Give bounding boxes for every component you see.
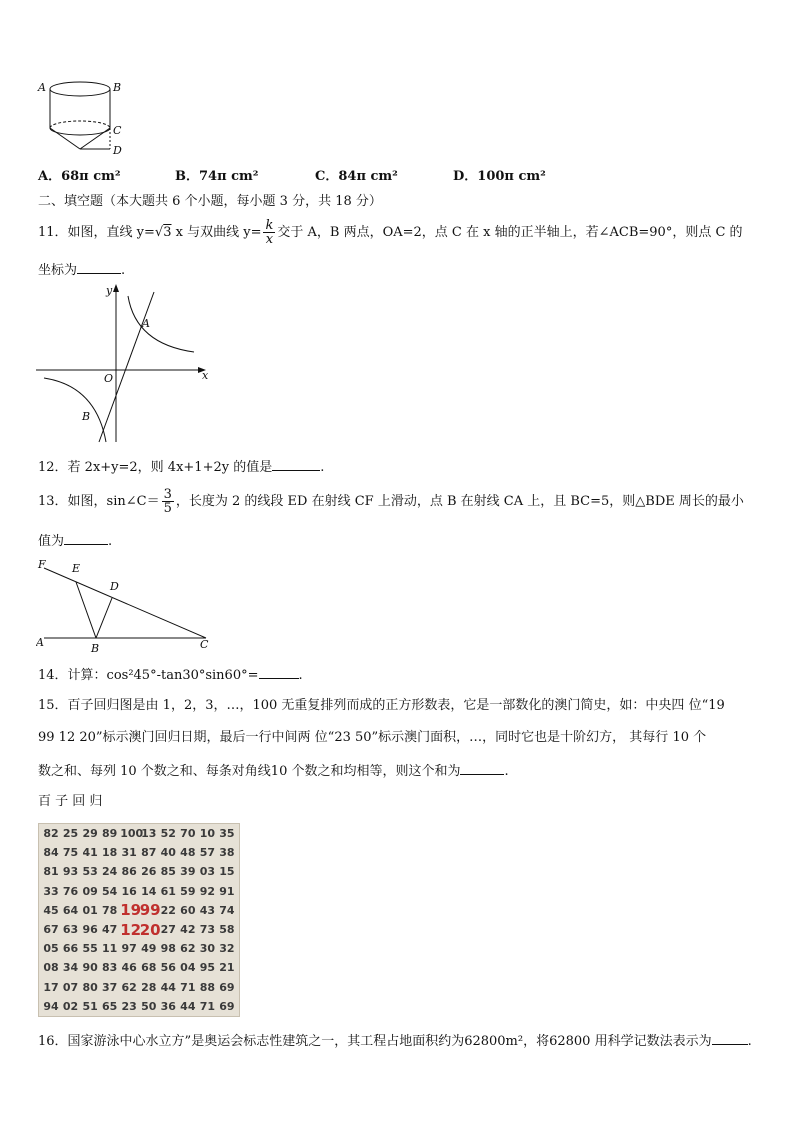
magic-square-cell: 73 — [199, 923, 216, 937]
magic-square-cell: 55 — [82, 942, 98, 956]
magic-square-row — [39, 978, 239, 997]
point-f-label: F — [38, 558, 46, 571]
magic-square-cell: 82 — [43, 827, 59, 841]
point-c-label: C — [200, 638, 209, 651]
magic-square-cell: 66 — [62, 942, 79, 956]
point-b-label: B — [82, 410, 91, 423]
magic-square-caption: 百 子 回 归 — [38, 794, 103, 809]
magic-square-cell: 26 — [141, 865, 157, 879]
magic-square-image — [38, 823, 240, 1017]
magic-square-row — [39, 901, 239, 920]
magic-square-cell: 02 — [62, 999, 79, 1013]
question-13: 13．如图，sin∠C＝ $\frac{3}{5}$ ，长度为 2 的线段 ED 在射线 CF 上滑动，点 B 在射线 CA 上，且 BC=5，则△BDE 周长的最小 — [38, 487, 744, 516]
magic-square-cell: 90 — [82, 961, 98, 975]
point-b-label: B — [113, 81, 122, 94]
question-14: 14．计算：cos²45°-tan30°sin60°= . — [38, 664, 303, 686]
magic-square-cell: 93 — [62, 865, 79, 879]
magic-square-cell: 80 — [82, 980, 98, 994]
magic-square-cell: 92 — [199, 884, 216, 898]
option-d: D．100π cm² — [453, 169, 546, 184]
magic-square-cell: 34 — [62, 961, 79, 975]
magic-square-row — [39, 862, 239, 881]
magic-square-cell: 71 — [180, 980, 196, 994]
magic-square-cell: 65 — [101, 999, 118, 1013]
answer-blank-13 — [64, 530, 108, 545]
question-11: 11．如图，直线 y=√3 x 与双曲线 y= $\frac{k}{x}$ 交于 A，B 两点，OA=2，点 C 在 x 轴的正半轴上，若∠ACB=90°，则点 C 的 — [38, 218, 743, 247]
magic-square-cell: 49 — [141, 942, 157, 956]
magic-square-cell: 75 — [62, 846, 79, 860]
point-d-label: D — [113, 144, 122, 157]
magic-square-cell: 14 — [141, 884, 157, 898]
magic-square-cell: 15 — [219, 865, 235, 879]
magic-square-cell: 05 — [43, 942, 59, 956]
magic-square-cell: 63 — [62, 923, 79, 937]
magic-square-cell: 41 — [82, 846, 98, 860]
magic-square-row — [39, 997, 239, 1016]
magic-square-cell: 39 — [180, 865, 196, 879]
figure-cylinder-cone — [36, 76, 126, 158]
magic-square-cell: 46 — [121, 961, 137, 975]
magic-square-cell: 19 — [120, 901, 142, 920]
option-a: A．68π cm² — [38, 169, 121, 184]
magic-square-cell: 100 — [120, 827, 144, 841]
magic-square-cell: 62 — [121, 980, 137, 994]
magic-square-cell: 17 — [43, 980, 59, 994]
point-c-label: C — [113, 124, 122, 137]
question-15-line1: 15．百子回归图是由 1，2，3，…，100 无重复排列而成的正方形数表，它是一部数化的澳门简史，如：中央四 位“19 — [38, 698, 725, 713]
magic-square-cell: 12 — [120, 920, 142, 939]
option-c: C．84π cm² — [315, 169, 398, 184]
magic-square-cell: 28 — [141, 980, 157, 994]
answer-blank-12 — [272, 456, 320, 471]
point-d-label: D — [110, 580, 119, 593]
fraction-k-over-x: $\frac{k}{x}$ — [265, 218, 274, 247]
magic-square-cell: 58 — [219, 923, 235, 937]
magic-square-cell: 89 — [101, 827, 118, 841]
magic-square-cell: 83 — [101, 961, 118, 975]
magic-square-cell: 27 — [160, 923, 176, 937]
question-15-line2: 99 12 20”标示澳门回归日期，最后一行中间两 位“23 50”标示澳门面积，…，同时它也是十阶幻方， 其每行 10 个 — [38, 730, 707, 745]
magic-square-cell: 21 — [219, 961, 235, 975]
magic-square-cell: 13 — [141, 827, 157, 841]
magic-square-cell: 86 — [121, 865, 137, 879]
magic-square-cell: 57 — [199, 846, 216, 860]
magic-square-cell: 81 — [43, 865, 59, 879]
magic-square-cell: 98 — [160, 942, 176, 956]
magic-square-row — [39, 920, 239, 939]
magic-square-cell: 64 — [62, 903, 79, 917]
magic-square-cell: 69 — [219, 980, 235, 994]
point-b-label: B — [91, 642, 100, 654]
x-axis-label: x — [202, 369, 209, 382]
magic-square-cell: 25 — [62, 827, 79, 841]
figure-line-hyperbola — [36, 282, 216, 444]
magic-square-cell: 97 — [121, 942, 137, 956]
magic-square-cell: 61 — [160, 884, 176, 898]
magic-square-cell: 22 — [160, 903, 176, 917]
magic-square-cell: 53 — [82, 865, 98, 879]
magic-square-cell: 32 — [219, 942, 235, 956]
magic-square-cell: 24 — [101, 865, 118, 879]
fraction-3-over-5: $\frac{3}{5}$ — [163, 487, 172, 516]
magic-square-cell: 09 — [82, 884, 98, 898]
magic-square-cell: 01 — [82, 903, 98, 917]
magic-square-cell: 38 — [219, 846, 235, 860]
magic-square-cell: 47 — [101, 923, 118, 937]
magic-square-cell: 10 — [199, 827, 216, 841]
magic-square-cell: 87 — [141, 846, 157, 860]
point-e-label: E — [72, 562, 81, 575]
magic-square-cell: 30 — [199, 942, 216, 956]
answer-blank-16 — [712, 1030, 748, 1045]
magic-square-cell: 96 — [82, 923, 98, 937]
magic-square-cell: 76 — [62, 884, 79, 898]
answer-blank-14 — [259, 664, 299, 679]
magic-square-row — [39, 824, 239, 843]
magic-square-cell: 59 — [180, 884, 196, 898]
magic-square-cell: 04 — [180, 961, 196, 975]
magic-square-cell: 71 — [199, 999, 216, 1013]
magic-square-cell: 60 — [180, 903, 196, 917]
magic-square-cell: 85 — [160, 865, 176, 879]
magic-square-cell: 48 — [180, 846, 196, 860]
magic-square-cell: 31 — [121, 846, 137, 860]
magic-square-cell: 36 — [160, 999, 176, 1013]
magic-square-cell: 35 — [219, 827, 235, 841]
sqrt-symbol: √ — [154, 225, 164, 240]
point-a-label: A — [36, 636, 44, 649]
magic-square-cell: 20 — [139, 920, 161, 939]
magic-square-cell: 67 — [43, 923, 59, 937]
magic-square-cell: 94 — [43, 999, 59, 1013]
question-16: 16．国家游泳中心水立方”是奥运会标志性建筑之一，其工程占地面积约为62800m²，将62800 用科学记数法表示为 . — [38, 1030, 752, 1052]
option-b: B．74π cm² — [175, 169, 259, 184]
point-a-label: A — [142, 317, 150, 330]
magic-square-cell: 68 — [141, 961, 157, 975]
magic-square-cell: 54 — [101, 884, 118, 898]
magic-square-cell: 84 — [43, 846, 59, 860]
answer-blank-15 — [460, 760, 504, 775]
question-12: 12．若 2x+y=2，则 4x+1+2y 的值是 . — [38, 456, 324, 478]
magic-square-cell: 56 — [160, 961, 176, 975]
magic-square-cell: 23 — [121, 999, 137, 1013]
magic-square-cell: 70 — [180, 827, 196, 841]
magic-square-cell: 45 — [43, 903, 59, 917]
magic-square-cell: 07 — [62, 980, 79, 994]
magic-square-cell: 42 — [180, 923, 196, 937]
magic-square-cell: 44 — [180, 999, 196, 1013]
magic-square-cell: 91 — [219, 884, 235, 898]
magic-square-cell: 74 — [219, 903, 235, 917]
magic-square-cell: 08 — [43, 961, 59, 975]
magic-square-cell: 51 — [82, 999, 98, 1013]
magic-square-cell: 52 — [160, 827, 176, 841]
question-13-line2: 值为 . — [38, 530, 112, 552]
magic-square-cell: 40 — [160, 846, 176, 860]
magic-square-cell: 88 — [199, 980, 216, 994]
y-axis-label: y — [106, 284, 113, 297]
point-a-label: A — [38, 81, 46, 94]
magic-square-cell: 50 — [141, 999, 157, 1013]
magic-square-cell: 99 — [139, 901, 161, 920]
question-15-line3: 数之和、每列 10 个数之和、每条对角线10 个数之和均相等，则这个和为 . — [38, 760, 509, 782]
magic-square-cell: 43 — [199, 903, 216, 917]
magic-square-cell: 33 — [43, 884, 59, 898]
magic-square-cell: 11 — [101, 942, 118, 956]
magic-square-cell: 03 — [199, 865, 216, 879]
magic-square-row — [39, 843, 239, 862]
magic-square-cell: 62 — [180, 942, 196, 956]
magic-square-cell: 69 — [219, 999, 235, 1013]
magic-square-cell: 16 — [121, 884, 137, 898]
magic-square-cell: 37 — [101, 980, 118, 994]
magic-square-cell: 95 — [199, 961, 216, 975]
answer-blank-11 — [77, 259, 121, 274]
magic-square-cell: 44 — [160, 980, 176, 994]
magic-square-row — [39, 939, 239, 958]
magic-square-cell: 18 — [101, 846, 118, 860]
magic-square-cell: 78 — [101, 903, 118, 917]
figure-triangle-bde — [36, 554, 216, 654]
magic-square-cell: 29 — [82, 827, 98, 841]
question-11-line2: 坐标为 . — [38, 259, 125, 281]
magic-square-row — [39, 882, 239, 901]
section-heading: 二、填空题（本大题共 6 个小题，每小题 3 分，共 18 分） — [38, 194, 382, 209]
magic-square-row — [39, 958, 239, 977]
origin-label: O — [104, 372, 114, 385]
